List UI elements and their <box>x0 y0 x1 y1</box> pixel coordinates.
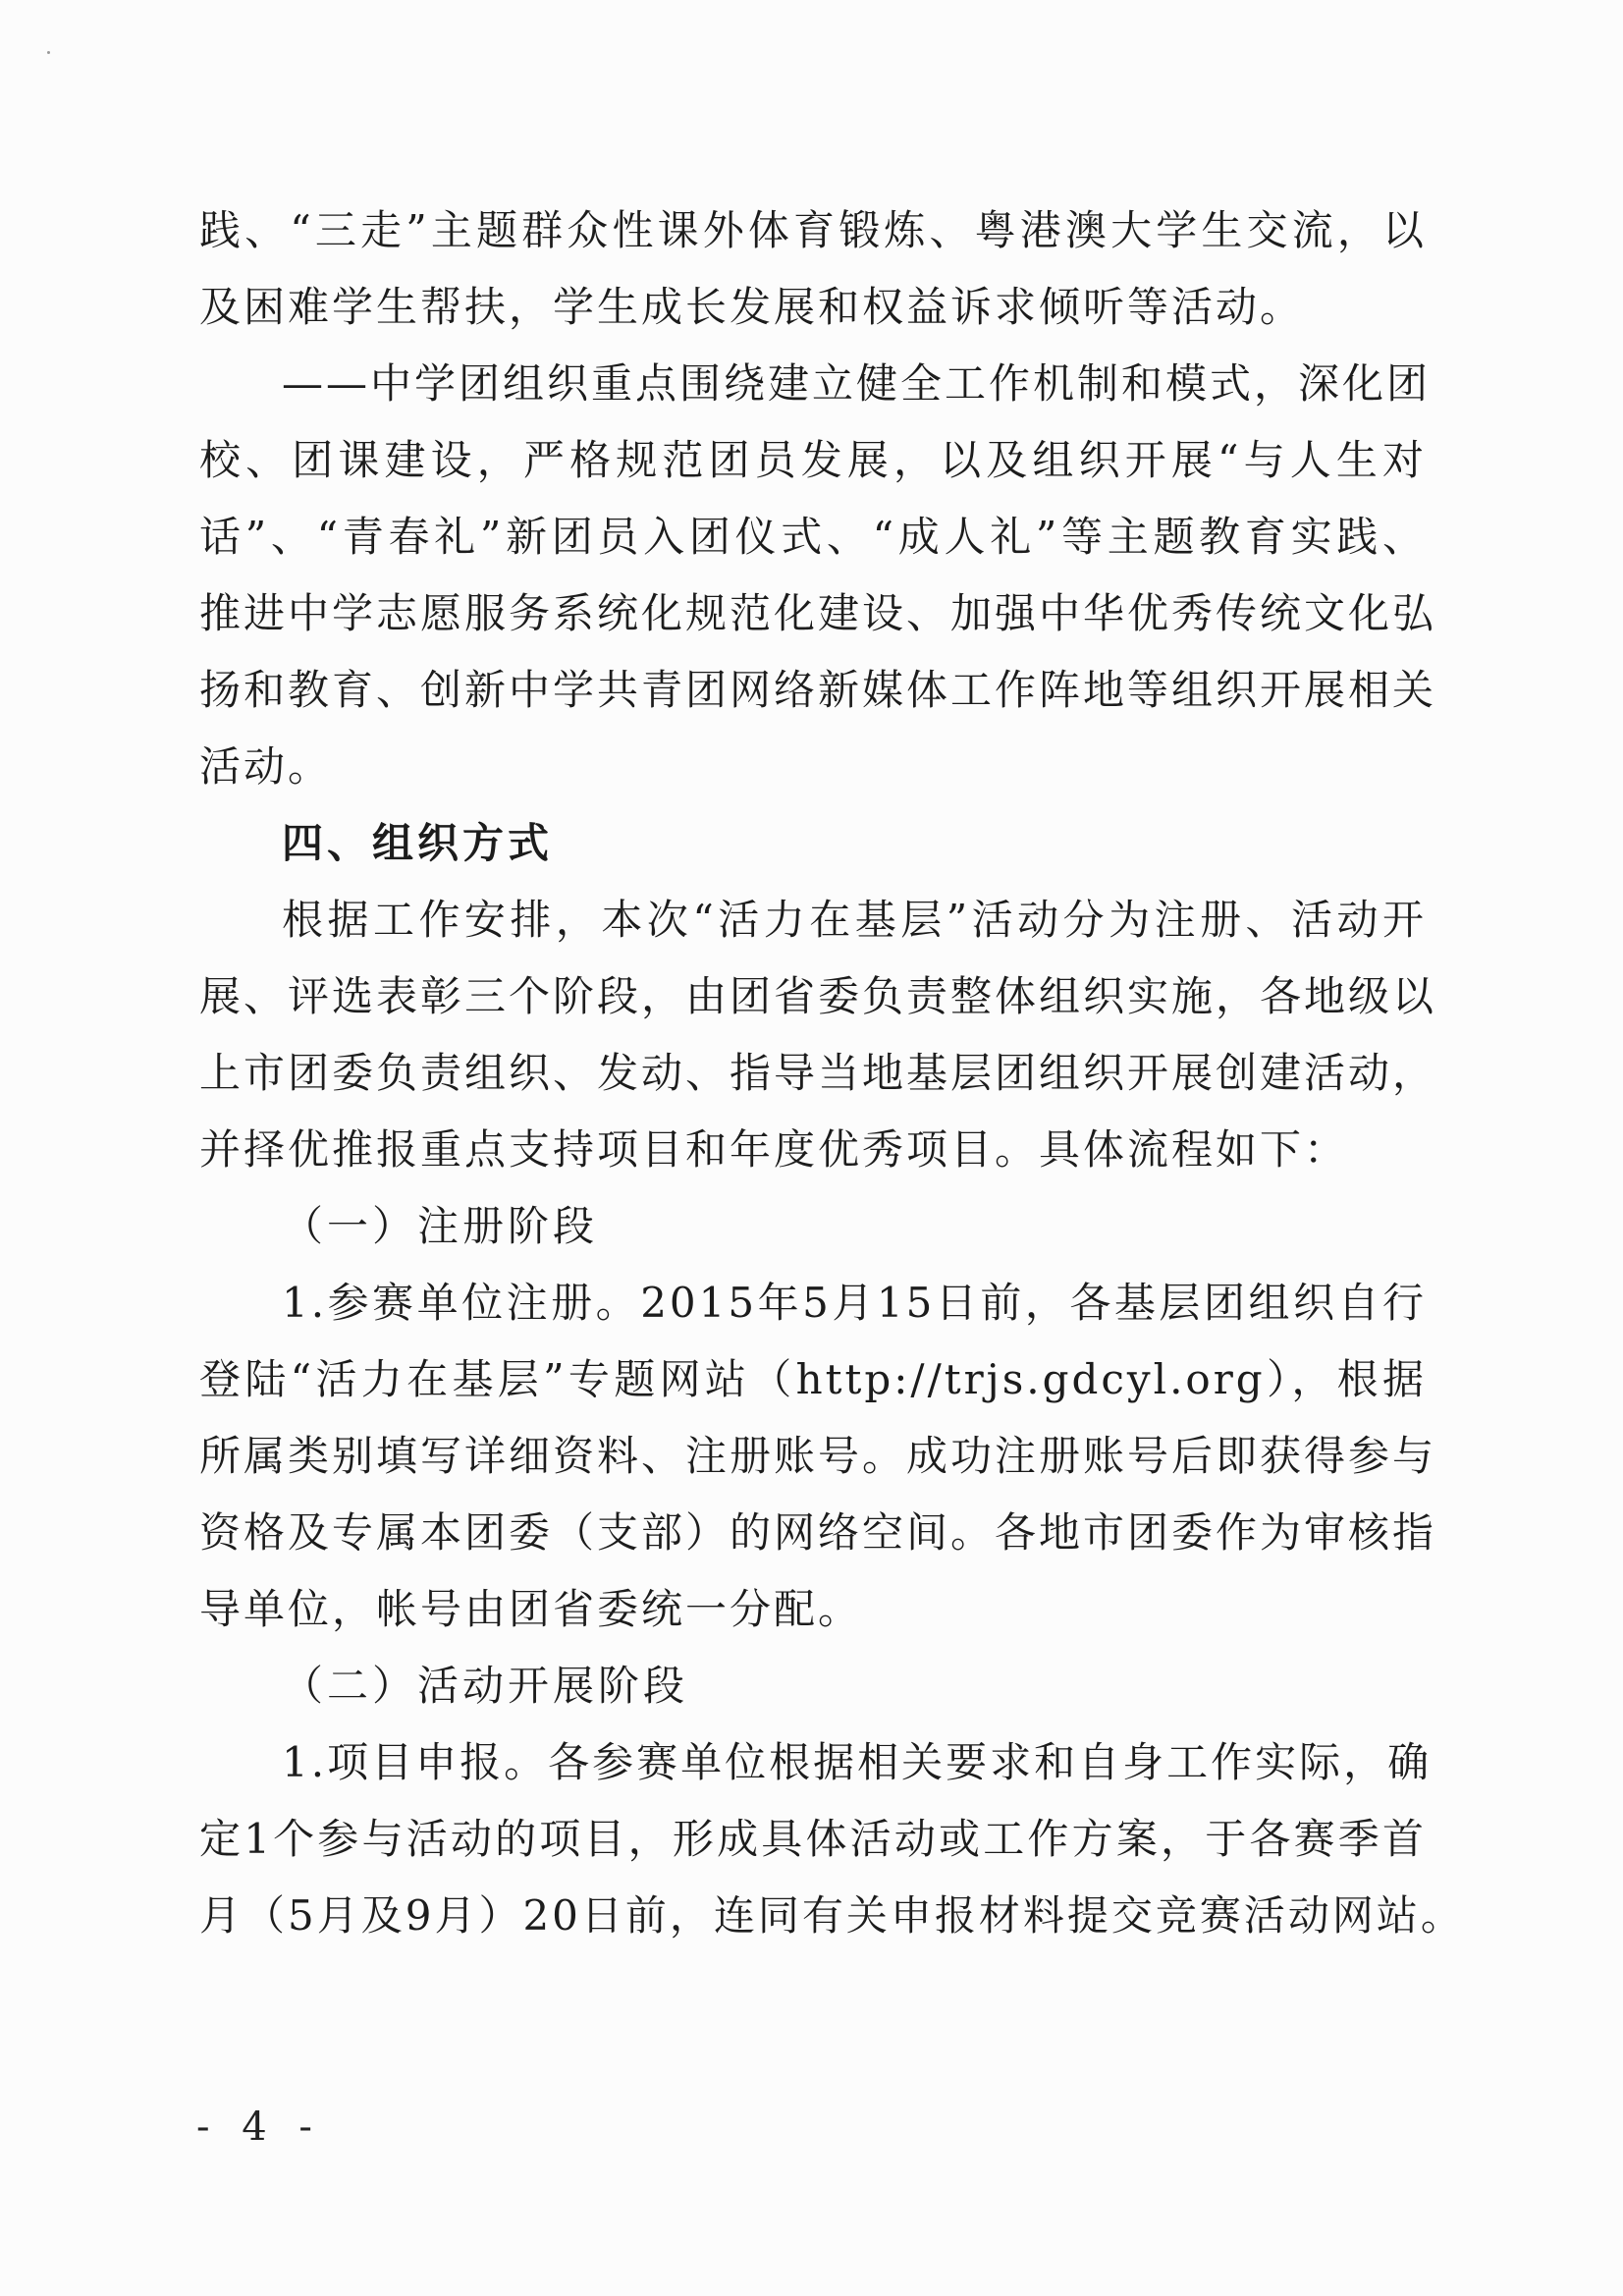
body-line: 所属类别填写详细资料、注册账号。成功注册账号后即获得参与 <box>199 1432 1437 1480</box>
subsection-heading: （一）注册阶段 <box>282 1202 599 1250</box>
body-line: 资格及专属本团委（支部）的网络空间。各地市团委作为审核指 <box>199 1508 1437 1557</box>
subsection-heading: （二）活动开展阶段 <box>282 1662 689 1710</box>
body-line: 登陆“活力在基层”专题网站（http://trjs.gdcyl.org），根据 <box>199 1355 1427 1403</box>
paragraph-start-line: 1.参赛单位注册。2015年5月15日前，各基层团组织自行 <box>282 1279 1427 1327</box>
body-line: 活动。 <box>199 742 333 791</box>
body-line: 话”、“青春礼”新团员入团仪式、“成人礼”等主题教育实践、 <box>199 513 1427 561</box>
body-line: 定1个参与活动的项目，形成具体活动或工作方案，于各赛季首 <box>199 1815 1427 1863</box>
section-heading: 四、组织方式 <box>282 819 554 867</box>
body-line: 校、团课建设，严格规范团员发展，以及组织开展“与人生对 <box>199 436 1427 484</box>
page-number: - 4 - <box>196 2105 322 2150</box>
body-line: 及困难学生帮扶，学生成长发展和权益诉求倾听等活动。 <box>199 283 1305 331</box>
body-line: 推进中学志愿服务系统化规范化建设、加强中华优秀传统文化弘 <box>199 589 1437 637</box>
document-body <box>199 192 1465 1954</box>
body-line: 扬和教育、创新中学共青团网络新媒体工作阵地等组织开展相关 <box>199 666 1437 714</box>
body-line: 月（5月及9月）20日前，连同有关申报材料提交竞赛活动网站。 <box>199 1891 1465 1940</box>
body-line: 践、“三走”主题群众性课外体育锻炼、粤港澳大学生交流，以 <box>199 206 1427 254</box>
paragraph-start-line: 1.项目申报。各参赛单位根据相关要求和自身工作实际，确 <box>282 1738 1433 1786</box>
paragraph-start-line: ——中学团组织重点围绕建立健全工作机制和模式，深化团 <box>282 359 1432 408</box>
body-line: 上市团委负责组织、发动、指导当地基层团组织开展创建活动， <box>199 1049 1437 1097</box>
paragraph-start-line: 根据工作安排，本次“活力在基层”活动分为注册、活动开 <box>282 896 1427 944</box>
body-line: 并择优推报重点支持项目和年度优秀项目。具体流程如下： <box>199 1125 1349 1174</box>
body-line: 导单位，帐号由团省委统一分配。 <box>199 1585 863 1633</box>
scan-speck <box>47 51 50 54</box>
body-line: 展、评选表彰三个阶段，由团省委负责整体组织实施，各地级以 <box>199 972 1437 1020</box>
